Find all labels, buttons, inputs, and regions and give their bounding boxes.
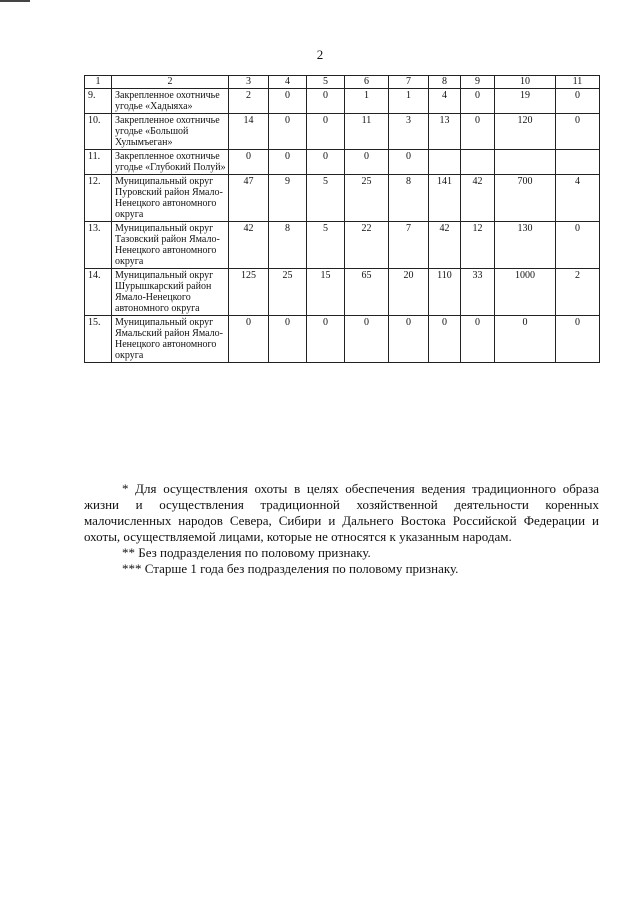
row-value-cell: 0: [307, 316, 345, 363]
page-number: 2: [316, 47, 324, 62]
row-value-cell: 5: [307, 222, 345, 269]
table-row: [85, 316, 600, 363]
column-header: 3: [229, 76, 269, 89]
row-value-cell: 0: [345, 150, 389, 175]
row-value-cell: 0: [345, 316, 389, 363]
row-value-cell: 0: [307, 89, 345, 114]
table-row: [85, 222, 600, 269]
row-value-cell: 0: [495, 316, 556, 363]
column-header: 10: [495, 76, 556, 89]
row-value-cell: 0: [389, 316, 429, 363]
row-territory-name: Закрепленное охотничье угодье «Хадыяха»: [112, 89, 229, 114]
row-value-cell: 130: [495, 222, 556, 269]
row-value-cell: 0: [429, 316, 461, 363]
row-value-cell: 13: [429, 114, 461, 150]
row-number: 10.: [85, 114, 112, 150]
row-number: 14.: [85, 269, 112, 316]
quota-table: [84, 75, 600, 363]
footnote-older-than-one-year: *** Старше 1 года без подразделения по половому признаку.: [122, 561, 459, 576]
row-value-cell: 14: [229, 114, 269, 150]
column-header: 11: [556, 76, 600, 89]
row-value-cell: [461, 150, 495, 175]
row-value-cell: 0: [269, 89, 307, 114]
row-value-cell: 0: [229, 150, 269, 175]
row-territory-name: Закрепленное охотничье угодье «Большой Хулымъеган»: [112, 114, 229, 150]
row-value-cell: 0: [556, 114, 600, 150]
table-row: [85, 89, 600, 114]
table-row: [85, 175, 600, 222]
row-value-cell: 65: [345, 269, 389, 316]
column-header: 7: [389, 76, 429, 89]
row-value-cell: [429, 150, 461, 175]
row-value-cell: 1: [345, 89, 389, 114]
row-value-cell: 0: [461, 114, 495, 150]
row-value-cell: 20: [389, 269, 429, 316]
footnote-no-sex-division: ** Без подразделения по половому признаку.: [122, 545, 371, 560]
row-value-cell: 2: [556, 269, 600, 316]
row-value-cell: 12: [461, 222, 495, 269]
column-header: 2: [112, 76, 229, 89]
top-edge-mark: [0, 0, 30, 2]
row-value-cell: 11: [345, 114, 389, 150]
row-value-cell: 4: [556, 175, 600, 222]
row-value-cell: 0: [269, 114, 307, 150]
row-value-cell: 120: [495, 114, 556, 150]
column-header: 4: [269, 76, 307, 89]
row-value-cell: 42: [461, 175, 495, 222]
row-value-cell: [556, 150, 600, 175]
row-value-cell: 0: [556, 316, 600, 363]
row-value-cell: 5: [307, 175, 345, 222]
row-value-cell: 1000: [495, 269, 556, 316]
row-number: 9.: [85, 89, 112, 114]
row-value-cell: 0: [556, 89, 600, 114]
row-value-cell: 42: [229, 222, 269, 269]
row-number: 12.: [85, 175, 112, 222]
row-territory-name: Муниципальный округ Тазовский район Ямало-Ненецкого автономного округа: [112, 222, 229, 269]
row-value-cell: 8: [269, 222, 307, 269]
row-value-cell: 25: [269, 269, 307, 316]
column-header: 6: [345, 76, 389, 89]
table-row: [85, 269, 600, 316]
row-value-cell: 0: [461, 89, 495, 114]
row-value-cell: 0: [269, 150, 307, 175]
row-value-cell: 25: [345, 175, 389, 222]
row-number: 13.: [85, 222, 112, 269]
row-value-cell: 0: [269, 316, 307, 363]
row-value-cell: 4: [429, 89, 461, 114]
column-header: 5: [307, 76, 345, 89]
row-value-cell: 19: [495, 89, 556, 114]
row-value-cell: 0: [307, 114, 345, 150]
row-value-cell: 42: [429, 222, 461, 269]
column-header: 1: [85, 76, 112, 89]
row-value-cell: 0: [229, 316, 269, 363]
row-value-cell: 0: [556, 222, 600, 269]
row-value-cell: 8: [389, 175, 429, 222]
row-territory-name: Муниципальный округ Пуровский район Ямало-Ненецкого автономного округа: [112, 175, 229, 222]
row-territory-name: Закрепленное охотничье угодье «Глубокий Полуй»: [112, 150, 229, 175]
row-number: 11.: [85, 150, 112, 175]
row-value-cell: 9: [269, 175, 307, 222]
footnote-traditional-hunting: * Для осуществления охоты в целях обеспечения ведения традиционного образа жизни и осуществления традиционной хозяйственной деятельности коренных малочисленных народов Севера, Сибири и Дальнего Востока Российской Федерации и охоты, осуществляемой лицами, которые не относятся к указанным народам.: [84, 481, 599, 544]
column-header: 8: [429, 76, 461, 89]
table-row: [85, 150, 600, 175]
table-header-row: [85, 76, 600, 89]
footnotes: [84, 481, 599, 577]
row-value-cell: 1: [389, 89, 429, 114]
row-value-cell: 110: [429, 269, 461, 316]
row-territory-name: Муниципальный округ Шурышкарский район Ямало-Ненецкого автономного округа: [112, 269, 229, 316]
row-value-cell: 47: [229, 175, 269, 222]
row-value-cell: [495, 150, 556, 175]
row-value-cell: 0: [389, 150, 429, 175]
row-value-cell: 2: [229, 89, 269, 114]
row-value-cell: 0: [307, 150, 345, 175]
column-header: 9: [461, 76, 495, 89]
row-value-cell: 0: [461, 316, 495, 363]
row-number: 15.: [85, 316, 112, 363]
row-value-cell: 3: [389, 114, 429, 150]
table-row: [85, 114, 600, 150]
row-value-cell: 125: [229, 269, 269, 316]
row-value-cell: 141: [429, 175, 461, 222]
row-territory-name: Муниципальный округ Ямальский район Ямало-Ненецкого автономного округа: [112, 316, 229, 363]
row-value-cell: 7: [389, 222, 429, 269]
row-value-cell: 22: [345, 222, 389, 269]
table-body: [85, 76, 600, 363]
row-value-cell: 700: [495, 175, 556, 222]
row-value-cell: 15: [307, 269, 345, 316]
row-value-cell: 33: [461, 269, 495, 316]
